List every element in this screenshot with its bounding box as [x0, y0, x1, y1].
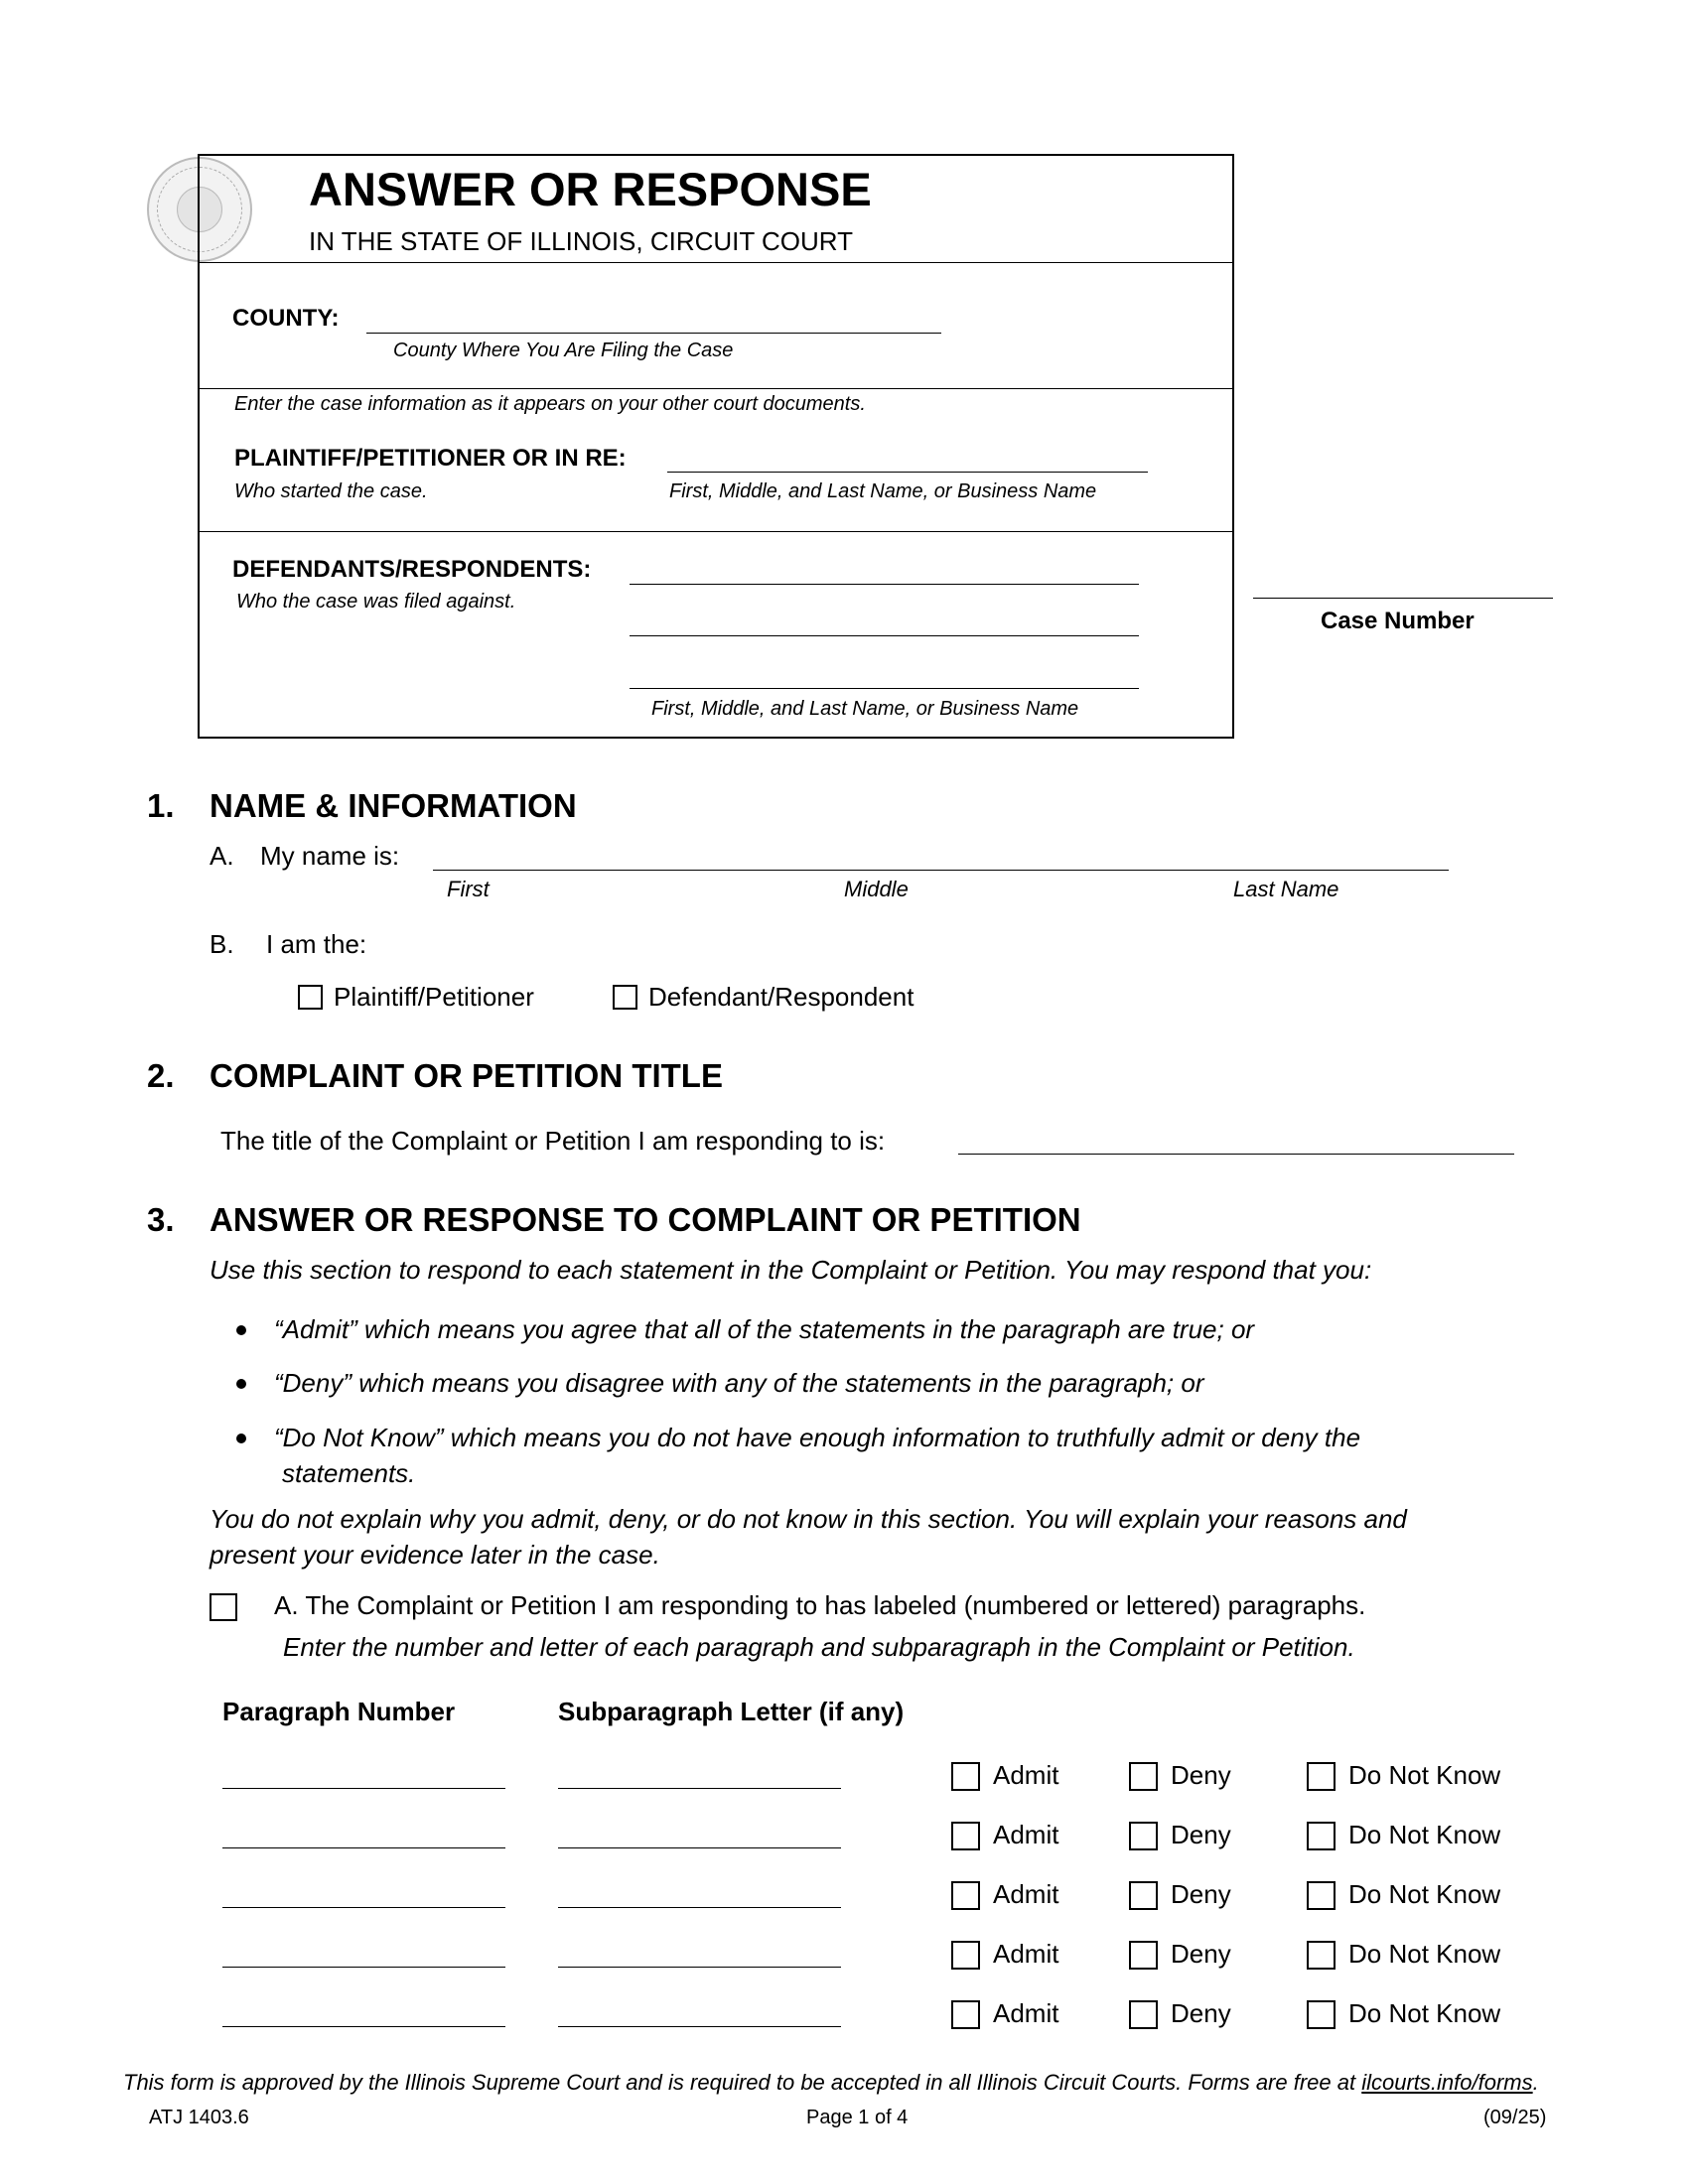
bullet-dnk-text: “Do Not Know” which means you do not have enough information to truthfully admit or deny the [274, 1423, 1361, 1452]
forms-link[interactable]: ilcourts.info/forms [1361, 2070, 1533, 2095]
do-not-know-checkbox[interactable] [1307, 1941, 1336, 1970]
complaint-title-prompt: The title of the Complaint or Petition I am responding to is: [220, 1126, 886, 1156]
header-divider [200, 262, 1232, 263]
admit-checkbox[interactable] [951, 2000, 980, 2029]
defendants-hint: First, Middle, and Last Name, or Business Name [651, 698, 1079, 720]
name-input-line[interactable] [433, 870, 1449, 871]
deny-checkbox[interactable] [1129, 1762, 1158, 1791]
paragraph-number-input-line[interactable] [222, 1967, 505, 1968]
paragraph-number-input-line[interactable] [222, 1788, 505, 1789]
paragraph-number-input-line[interactable] [222, 1907, 505, 1908]
do-not-know-label: Do Not Know [1348, 1998, 1501, 2028]
admit-label: Admit [993, 1998, 1059, 2028]
section3-intro: Use this section to respond to each statement in the Complaint or Petition. You may respond that you: [210, 1255, 1372, 1285]
county-hint: County Where You Are Filing the Case [393, 340, 734, 361]
deny-checkbox[interactable] [1129, 1881, 1158, 1910]
header-divider [200, 531, 1232, 532]
section1-number: 1. [147, 787, 175, 824]
section3-explain-line1: You do not explain why you admit, deny, or do not know in this section. You will explain your reasons and [210, 1504, 1407, 1534]
name-middle-hint: Middle [844, 877, 909, 901]
bullet-admit-text: “Admit” which means you agree that all of the statements in the paragraph are true; or [274, 1314, 1255, 1344]
case-number-input-line[interactable] [1253, 598, 1553, 599]
plaintiff-input-line[interactable] [667, 472, 1148, 473]
i-am-the-label: I am the: [266, 929, 367, 959]
do-not-know-label: Do Not Know [1348, 1879, 1501, 1909]
plaintiff-label: PLAINTIFF/PETITIONER OR IN RE: [234, 445, 627, 472]
section2-title: COMPLAINT OR PETITION TITLE [210, 1057, 723, 1094]
name-last-hint: Last Name [1233, 877, 1339, 901]
deny-label: Deny [1171, 1760, 1231, 1790]
case-info-note: Enter the case information as it appears on your other court documents. [234, 393, 866, 415]
bullet [236, 1325, 246, 1335]
footer-period: . [1532, 2070, 1539, 2095]
subparagraph-letter-input-line[interactable] [558, 2026, 841, 2027]
county-label: COUNTY: [232, 305, 340, 332]
subparagraph-letter-input-line[interactable] [558, 1967, 841, 1968]
my-name-label: My name is: [260, 841, 400, 871]
section3-explain-line2: present your evidence later in the case. [210, 1540, 660, 1570]
paragraph-number-header: Paragraph Number [222, 1697, 456, 1726]
do-not-know-checkbox[interactable] [1307, 1881, 1336, 1910]
do-not-know-label: Do Not Know [1348, 1820, 1501, 1849]
admit-checkbox[interactable] [951, 1762, 980, 1791]
case-number-label: Case Number [1321, 608, 1475, 634]
bullet-deny-text: “Deny” which means you disagree with any of the statements in the paragraph; or [274, 1368, 1204, 1398]
paragraph-number-input-line[interactable] [222, 2026, 505, 2027]
defendant-option-label: Defendant/Respondent [648, 982, 914, 1012]
deny-checkbox[interactable] [1129, 2000, 1158, 2029]
deny-label: Deny [1171, 1939, 1231, 1969]
bullet [236, 1379, 246, 1389]
admit-label: Admit [993, 1760, 1059, 1790]
county-input-line[interactable] [366, 333, 941, 334]
section1-a-letter: A. [210, 841, 234, 871]
defendant-input-line-1[interactable] [630, 584, 1139, 585]
plaintiff-hint: First, Middle, and Last Name, or Business Name [669, 480, 1097, 502]
defendant-checkbox[interactable] [613, 985, 637, 1010]
section1-b-letter: B. [210, 929, 234, 959]
form-subtitle: IN THE STATE OF ILLINOIS, CIRCUIT COURT [309, 226, 853, 256]
defendant-input-line-3[interactable] [630, 688, 1139, 689]
name-first-hint: First [447, 877, 490, 901]
do-not-know-checkbox[interactable] [1307, 1762, 1336, 1791]
section3-title: ANSWER OR RESPONSE TO COMPLAINT OR PETITION [210, 1201, 1081, 1238]
bullet [236, 1433, 246, 1443]
deny-label: Deny [1171, 1879, 1231, 1909]
subparagraph-letter-input-line[interactable] [558, 1847, 841, 1848]
admit-checkbox[interactable] [951, 1941, 980, 1970]
defendants-label: DEFENDANTS/RESPONDENTS: [232, 556, 592, 583]
paragraph-number-input-line[interactable] [222, 1847, 505, 1848]
section2-number: 2. [147, 1057, 175, 1094]
form-id: ATJ 1403.6 [149, 2107, 249, 2128]
admit-label: Admit [993, 1820, 1059, 1849]
footer-notice [123, 2070, 1539, 2096]
deny-checkbox[interactable] [1129, 1822, 1158, 1850]
subparagraph-letter-input-line[interactable] [558, 1907, 841, 1908]
plaintiff-sub: Who started the case. [234, 480, 428, 502]
admit-label: Admit [993, 1879, 1059, 1909]
labeled-paragraphs-text: A. The Complaint or Petition I am responding to has labeled (numbered or lettered) paragraphs. [274, 1590, 1366, 1620]
do-not-know-checkbox[interactable] [1307, 1822, 1336, 1850]
form-date: (09/25) [1483, 2107, 1547, 2128]
defendant-input-line-2[interactable] [630, 635, 1139, 636]
plaintiff-option-label: Plaintiff/Petitioner [334, 982, 534, 1012]
labeled-paragraphs-hint: Enter the number and letter of each paragraph and subparagraph in the Complaint or Petition. [283, 1632, 1355, 1662]
admit-checkbox[interactable] [951, 1881, 980, 1910]
do-not-know-label: Do Not Know [1348, 1760, 1501, 1790]
deny-checkbox[interactable] [1129, 1941, 1158, 1970]
page-number: Page 1 of 4 [806, 2107, 909, 2128]
subparagraph-letter-input-line[interactable] [558, 1788, 841, 1789]
section3-number: 3. [147, 1201, 175, 1238]
section1-title: NAME & INFORMATION [210, 787, 577, 824]
do-not-know-label: Do Not Know [1348, 1939, 1501, 1969]
do-not-know-checkbox[interactable] [1307, 2000, 1336, 2029]
form-title: ANSWER OR RESPONSE [309, 163, 872, 215]
admit-checkbox[interactable] [951, 1822, 980, 1850]
complaint-title-input-line[interactable] [958, 1154, 1514, 1155]
defendants-sub: Who the case was filed against. [236, 591, 516, 613]
deny-label: Deny [1171, 1820, 1231, 1849]
deny-label: Deny [1171, 1998, 1231, 2028]
footer-notice-text: This form is approved by the Illinois Supreme Court and is required to be accepted in all Illinois Circuit Courts. Forms are free at [123, 2070, 1356, 2095]
admit-label: Admit [993, 1939, 1059, 1969]
header-divider [200, 388, 1232, 389]
bullet-dnk-text-continued: statements. [282, 1458, 416, 1488]
subparagraph-letter-header: Subparagraph Letter (if any) [558, 1697, 905, 1726]
labeled-paragraphs-checkbox[interactable] [210, 1593, 237, 1621]
plaintiff-checkbox[interactable] [298, 985, 323, 1010]
